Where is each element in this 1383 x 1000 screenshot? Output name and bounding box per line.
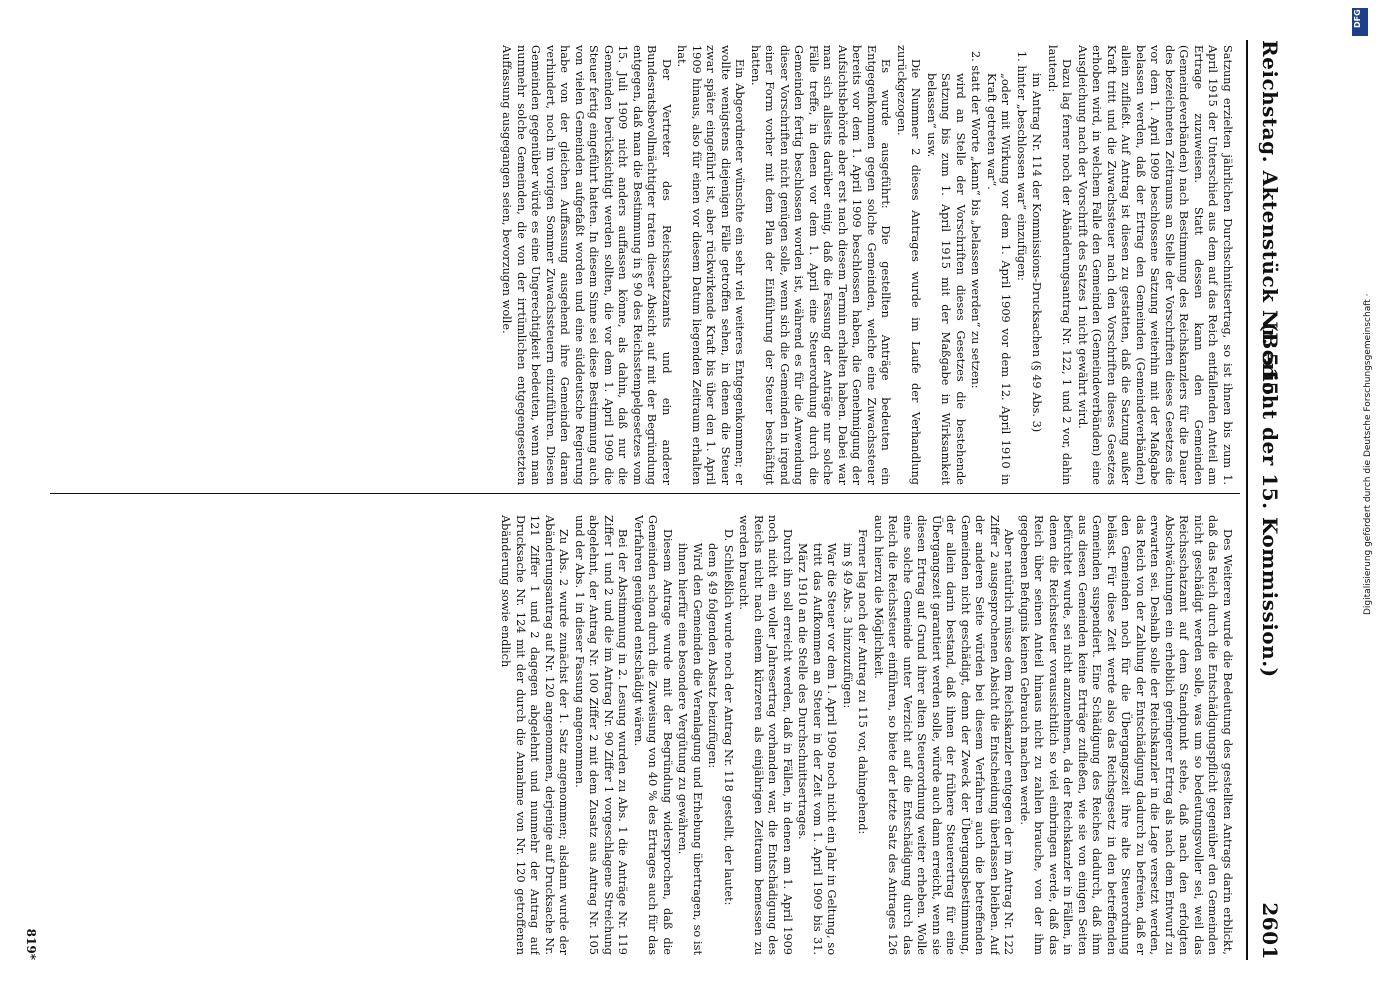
footer-signature: 819* (24, 928, 38, 960)
header-center: (Bericht der 15. Kommission.) (1258, 322, 1282, 678)
list-item: 2. statt der Worte „kann“ bis „belassen werden“ zu setzen: (969, 51, 983, 389)
digitization-note (1348, 10, 1378, 990)
paragraph: Diesem Antrage wurde mit der Begründung widersprochen, daß die Gemeinden schon durch die Zuweisung von 40 % des Ertrages auch für das Verfahren genügend entschädigt wären. (632, 515, 674, 955)
dfg-logo-text: DFG (1353, 9, 1362, 28)
paragraph: Ferner lag noch der Antrag zu 115 vor, dahingehend: (856, 529, 870, 835)
quote-line: War die Steuer vor dem 1. April 1909 noch nicht ein Jahr in Geltung, so tritt das Aufkommen an Steuer in der Zeit vom 1. April 1909 bis 31. März 1910 an die Stelle des Durchschnittsertrages. (796, 543, 839, 955)
list-item: 1. hinter „beschlossen war“ einzufügen: (1015, 51, 1028, 281)
paragraph: Die Nummer 2 dieses Antrages wurde im Laufe der Verhandlung zurückgezogen. (895, 45, 923, 485)
quote-line: Wird den Gemeinden die Veranlagung und Erhebung übertragen, so ist ihnen hierfür eine besondere Vergütung zu gewähren. (676, 543, 704, 955)
paragraph: Ein Abgeordneter wünschte ein sehr viel weiteres Entgegenkommen; er wollte wenigstens diejenigen Fälle getroffen sehen, in denen die Steuer zwar später eingeführt ist, aber rückwirkende Kraft bis über den 1. April 1909 hinaus, also für einen vor diesem Datum liegenden Zeitraum erhalten hat. (675, 45, 747, 485)
column-left (54, 45, 1234, 485)
column-divider (50, 493, 1240, 494)
quote-line: im Antrag Nr. 114 der Kommissions-Drucksachen (§ 49 Abs. 3) (1030, 73, 1044, 433)
paragraph: Durch ihn soll erreicht werden, daß in Fällen, in denen am 1. April 1909 noch nicht ein voller Jahresertrag vorhanden war, die Entschädigung des Reichs nicht nach einem kürzeren als einjährigen Zeitraum bemessen zu werden braucht. (737, 515, 794, 955)
paragraph: Bei der Abstimmung in 2. Lesung wurden zu Abs. 1 die Anträge Nr. 119 Ziffer 1 und 2 und die im Antrag Nr. 90 Ziffer 1 vorgeschlagene Streichung abgelehnt, der Antrag Nr. 100 Ziffer 2 mit dem Zusatz aus Antrag Nr. 105 und der Abs. 1 in dieser Fassung angenommen. (573, 515, 630, 955)
paragraph: Aber natürlich müsse dem Reichskanzler entgegen der im Antrag Nr. 122 Ziffer 2 ausgesprochenen Absicht die Entscheidung überlassen bleiben. Auf der anderen Seite würden bei diesem Verfahren auch die betreffenden Gemeinden nicht geschädigt, denn der Zweck der Übergangsbestimmung, der allein darin bestand, daß ihnen der frühere Steuerertrag für eine Übergangszeit garantiert werden solle, würde auch dann erreicht, wenn sie diesen Ertrag auf Grund ihrer alten Steuerordnung weiter erheben. Wolle eine solche Gemeinde unter Verzicht auf die Entschädigung durch das Reich die Reichssteuer einführen, so biete der letzte Satz des Antrages 126 auch hierzu die Möglichkeit. (872, 515, 1016, 955)
quote-line: wird an Stelle der Vorschriften dieses Gesetzes die bestehende Satzung bis zum 1. April 1915 mit der Maßgabe in Wirksamkeit belassen“ usw. (925, 73, 967, 485)
header-left: Reichstag. Aktenstück Nr. 515. (1258, 40, 1282, 404)
paragraph: Dazu lag ferner noch der Abänderungsantrag Nr. 122, 1 und 2 vor, dahin lautend: (1046, 45, 1074, 485)
paragraph: Der Vertreter des Reichsschatzamts und ein anderer Bundesratsbevollmächtigter traten dieser Absicht auf mit der Begründung entgegen, daß man die Bestimmung in § 90 des Reichsstempelgesetzes vom 15. Juli 1909 nicht anders auffassen könne, als dahin, daß nur die Gemeinden berücksichtigt werden sollten, die vor dem 1. April 1909 die Steuer fertig eingeführt hatten. In diesem Sinne sei diese Bestimmung auch von vielen Gemeinden aufgefaßt worden und eine süddeutsche Regierung habe von der gleichen Auffassung ausgehend ihre Gemeinden daran verhindert, noch im vorigen Sommer Zuwachssteuern einzuführen. Diesen Gemeinden gegenüber würde es eine Ungerechtigkeit bedeuten, wenn man nunmehr solche Gemeinden, die von der irrtümlichen entgegengesetzten Auffassung ausgegangen seien, bevorzugen wolle. (500, 45, 673, 485)
paragraph: D. Schließlich wurde noch der Antrag Nr. 118 gestellt, der lautet: (722, 529, 735, 906)
header-rule (1246, 40, 1248, 960)
digitization-note-text: Digitalisierung gefördert durch die Deutsche Forschungsgemeinschaft · (1363, 293, 1373, 615)
paragraph: Satzung erzielten jährlichen Durchschnittsertrag, so ist ihnen bis zum 1. April 1915 der Unterschied aus dem auf das Reich entfallenden Anteil am Ertrage zuzuweisen. Statt dessen kann den Gemeinden (Gemeindeverbänden) nach Bestimmung des Reichskanzlers für die Dauer des bezeichneten Zeitraums an Stelle der Vorschriften dieses Gesetzes die vor dem 1. April 1909 beschlossene Satzung weiterhin mit der Maßgabe belassen werden, daß der Ertrag den Gemeinden (Gemeindeverbänden) allein zufließt. Auf Antrag ist diesen zu gestatten, daß die Satzung außer Kraft tritt und die Zuwachssteuer nach den Vorschriften dieses Gesetzes erhoben wird, in welchem Falle den Gemeinden (Gemeindeverbänden) eine Ausgleichung nach der Vorschrift des Satzes 1 nicht gewährt wird. (1076, 45, 1234, 485)
quote-line: im § 49 Abs. 3 hinzuzufügen: (841, 543, 854, 709)
page-number: 2601 (1258, 902, 1282, 960)
paragraph: Des Weiteren wurde die Bedeutung des gestellten Antrags darin erblickt, daß das Reich durch die Entschädigungspflicht gegenüber den Gemeinden nicht geschädigt werden solle, was um so bedeutungsvoller sei, weil das Reichsschatzamt auf dem Standpunkt stehe, daß nach den erfolgten Abschwächungen ein erheblich geringerer Ertrag als nach dem Entwurf zu erwarten sei. Deshalb solle der Reichskanzler in die Lage versetzt werden, das Reich von der Zahlung der Entschädigung dadurch zu befreien, daß er den Gemeinden noch für die Übergangszeit ihre alte Steuerordnung belässt. Für diese Zeit werde also das Reichsgesetz in den betreffenden Gemeinden suspendiert. Eine Schädigung des Reiches dadurch, daß ihm aus diesen Gemeinden keine Erträge zufließen, wie sie von einigen Seiten befürchtet wurde, sei nicht anzunehmen, da der Reichskanzler in Fällen, in denen die Reichssteuer voraussichtlich so viel einbringen werde, daß das Reich über seinen Anteil hinaus nicht zu zahlen brauche, von der ihm gegebenen Befugnis keinen Gebrauch machen werde. (1018, 515, 1234, 955)
quote-line: „oder mit Wirkung vor dem 1. April 1909 vor dem 12. April 1910 in Kraft getreten war“. (985, 73, 1013, 485)
paragraph: Es wurde ausgeführt: Die gestellten Anträge bedeuten ein Entgegenkommen gegen solche Gemeinden, welche eine Zuwachssteuer bereits vor dem 1. April 1909 beschlossen haben, die Genehmigung der Aufsichtsbehörde aber erst nach diesem Termin erhalten haben. Dabei war man sich allseits darüber einig, daß die Fassung der Anträge nur solche Fälle treffe, in denen vor dem 1. April eine Steuerordnung durch die Gemeinden fertig beschlossen worden ist, während es für die Anwendung dieser Vorschriften nicht genügen solle, wenn sich die Gemeinden in irgend einer Form vorher mit dem Plan der Einführung der Steuer beschäftigt hatten. (749, 45, 893, 485)
paragraph: Zu Abs. 2 wurde zunächst der 1. Satz angenommen; alsdann wurde der Abänderungsantrag auf Nr. 120 angenommen, derjenige auf Drucksache Nr. 121 Ziffer 1 und 2 dagegen abgelehnt und nunmehr der Antrag auf Drucksache Nr. 124 mit der durch die Annahme von Nr. 120 getroffenen Abänderung sowie endlich (499, 515, 571, 955)
quote-line: dem § 49 folgenden Absatz beizufügen: (706, 543, 720, 769)
dfg-logo (1352, 8, 1368, 36)
page-header (1252, 40, 1282, 960)
column-right (54, 515, 1234, 955)
